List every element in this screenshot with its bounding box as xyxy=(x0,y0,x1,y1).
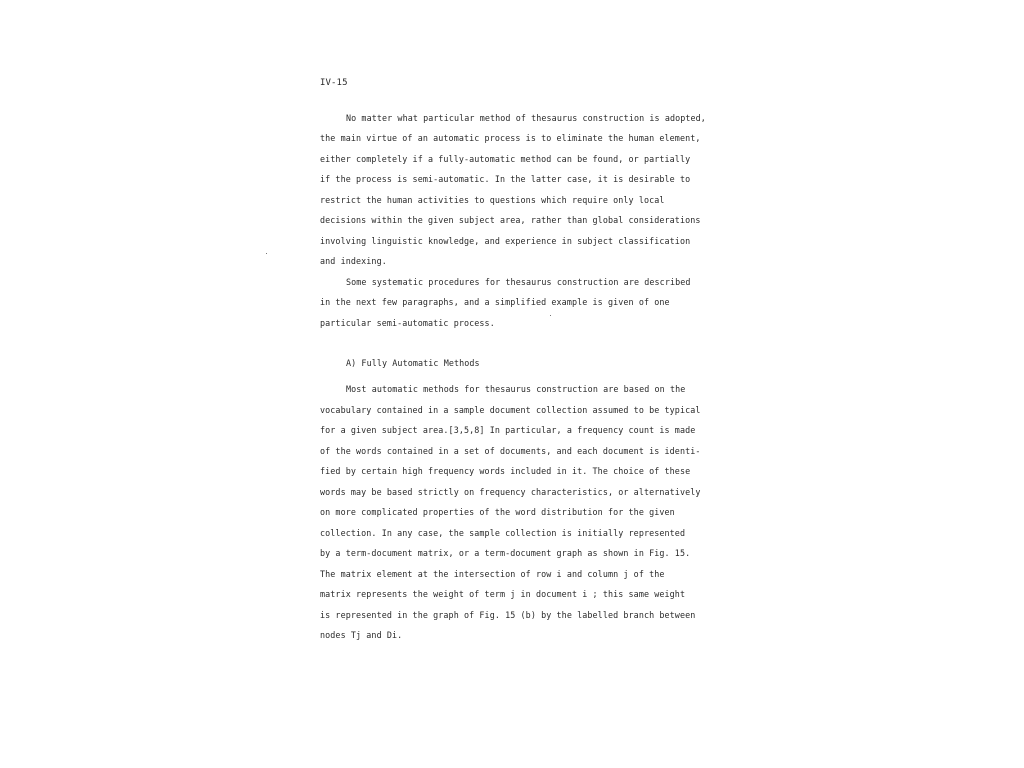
text-line: matrix represents the weight of term j in document i ; this same weight xyxy=(320,589,686,599)
text-line: of the words contained in a set of documents, and each document is identi- xyxy=(320,446,701,456)
text-line: fied by certain high frequency words included in it. The choice of these xyxy=(320,466,691,476)
text-line: is represented in the graph of Fig. 15 (b) by the labelled branch between xyxy=(320,610,696,620)
text-line: vocabulary contained in a sample document collection assumed to be typical xyxy=(320,405,701,415)
text-line: Most automatic methods for thesaurus construction are based on the xyxy=(346,384,686,394)
text-line: if the process is semi-automatic. In the latter case, it is desirable to xyxy=(320,174,691,184)
section-heading: A) Fully Automatic Methods xyxy=(346,358,480,368)
page-number: IV-15 xyxy=(320,78,348,88)
text-line: particular semi-automatic process. xyxy=(320,318,495,328)
text-line: by a term-document matrix, or a term-document graph as shown in Fig. 15. xyxy=(320,548,691,558)
text-line: decisions within the given subject area, rather than global considerations xyxy=(320,215,701,225)
text-line: restrict the human activities to questions which require only local xyxy=(320,195,665,205)
text-line: on more complicated properties of the word distribution for the given xyxy=(320,507,675,517)
text-line: involving linguistic knowledge, and experience in subject classification xyxy=(320,236,691,246)
scan-speck xyxy=(266,253,267,254)
text-line: nodes Tj and Di. xyxy=(320,630,403,640)
text-line: the main virtue of an automatic process is to eliminate the human element, xyxy=(320,133,701,143)
scan-speck xyxy=(550,315,551,316)
text-line: Some systematic procedures for thesaurus construction are described xyxy=(346,277,691,287)
text-line: and indexing. xyxy=(320,256,387,266)
text-line: in the next few paragraphs, and a simplified example is given of one xyxy=(320,297,670,307)
text-line: for a given subject area.[3,5,8] In particular, a frequency count is made xyxy=(320,425,696,435)
text-line: The matrix element at the intersection of row i and column j of the xyxy=(320,569,665,579)
text-line: No matter what particular method of thesaurus construction is adopted, xyxy=(346,113,706,123)
text-line: collection. In any case, the sample collection is initially represented xyxy=(320,528,686,538)
text-line: words may be based strictly on frequency characteristics, or alternatively xyxy=(320,487,701,497)
text-line: either completely if a fully-automatic method can be found, or partially xyxy=(320,154,691,164)
